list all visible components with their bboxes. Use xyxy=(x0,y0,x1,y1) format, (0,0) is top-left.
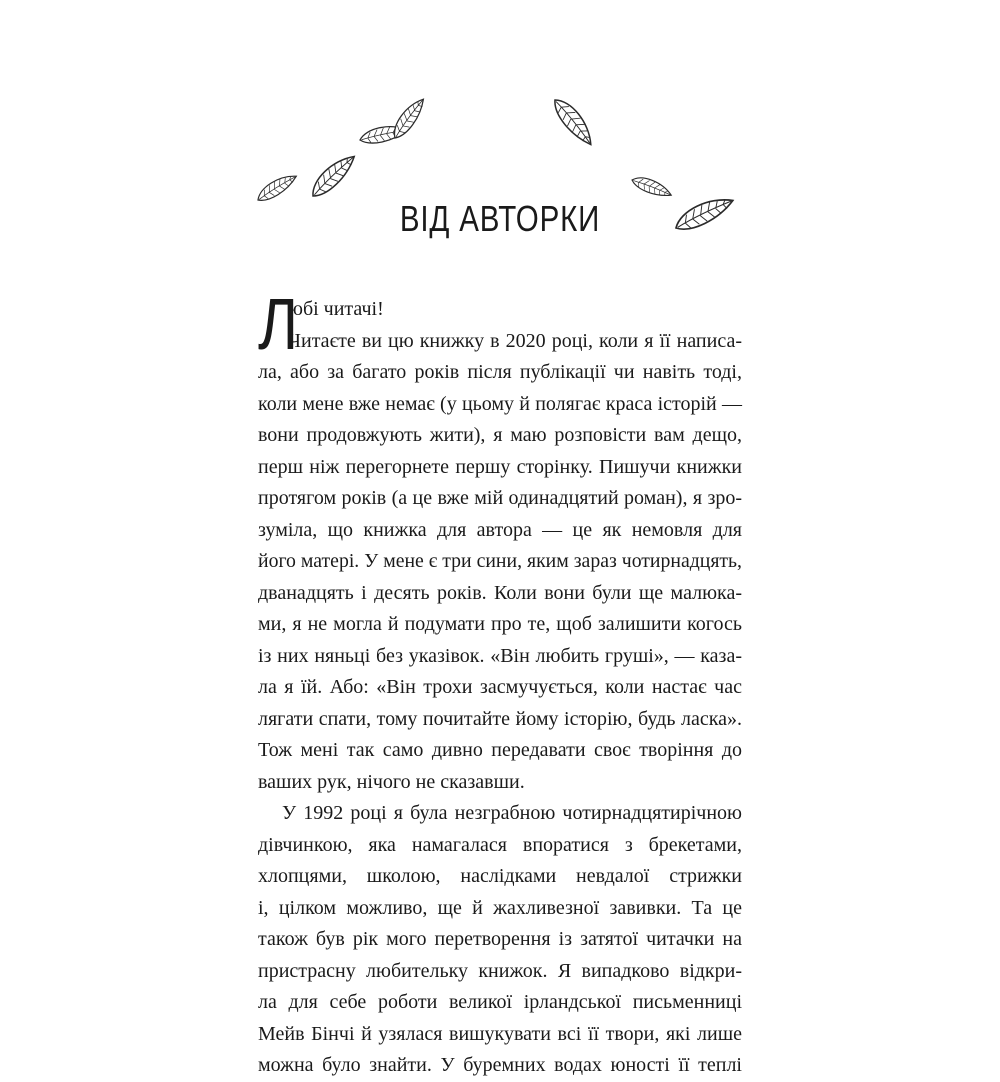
leaf-icon xyxy=(306,151,361,201)
text-line: вони продовжують жити), я маю розповісти вам дещо, xyxy=(258,424,742,446)
text-line: дівчинкою, яка намагалася впоратися з брекетами, xyxy=(258,833,742,856)
chapter-title: ВІД АВТОРКИ xyxy=(399,198,601,239)
text-line: коли мене вже немає (у цьому й полягає краса історій — xyxy=(258,392,742,415)
text-line: зуміла, що книжка для автора — це як немовля для xyxy=(258,518,742,541)
text-line: ваших рук, нічого не сказавши. xyxy=(258,770,525,793)
text-line: пристрасну любительку книжок. Я випадково відкри- xyxy=(258,959,742,982)
text-line: хлопцями, школою, наслідками невдалої стрижки xyxy=(258,865,742,887)
text-line: ла я їй. Або: «Він трохи засмучується, коли настає час xyxy=(258,676,742,698)
text-line: можна було знайти. У буремних водах юності її теплі xyxy=(258,1054,742,1076)
text-line: ла, або за багато років після публікації чи навіть тоді, xyxy=(258,361,742,383)
text-line: протягом років (а це вже мій одинадцятий роман), я зро- xyxy=(258,487,742,509)
text-line: дванадцять і десять років. Коли вони були ще малюка- xyxy=(258,581,742,604)
text-line: Мейв Бінчі й узялася вишукувати всі її твори, які лише xyxy=(258,1022,742,1045)
text-line: його матері. У мене є три сини, яким зараз чотирнадцять, xyxy=(258,550,742,572)
leaf-icon xyxy=(388,95,430,141)
drop-cap: Л xyxy=(258,285,299,365)
leaf-icon xyxy=(550,94,597,151)
text-line: юбі читачі! xyxy=(288,298,384,320)
text-line: і, цілком можливо, ще й жахливезної завивки. Та це xyxy=(258,896,742,919)
text-line: лягати спати, тому почитайте йому історію, будь ласка». xyxy=(258,707,742,730)
text-line: ла для себе роботи великої ірландської письменниці xyxy=(258,991,742,1013)
text-line: із них няньці без указівок. «Він любить груші», — каза- xyxy=(258,644,742,667)
text-line: Читаєте ви цю книжку в 2020 році, коли я її написа- xyxy=(288,329,742,352)
text-line: також був рік мого перетворення із затятої читачки на xyxy=(258,928,742,950)
text-line: ми, я не могла й подумати про те, щоб залишити когось xyxy=(258,613,742,635)
text-line: У 1992 році я була незграбною чотирнадцятирічною xyxy=(282,802,742,824)
chapter-text xyxy=(258,294,742,1082)
text-line: перш ніж перегорнете першу сторінку. Пишучи книжки xyxy=(258,455,742,478)
text-line: Тож мені так само дивно передавати своє творіння до xyxy=(258,739,742,761)
